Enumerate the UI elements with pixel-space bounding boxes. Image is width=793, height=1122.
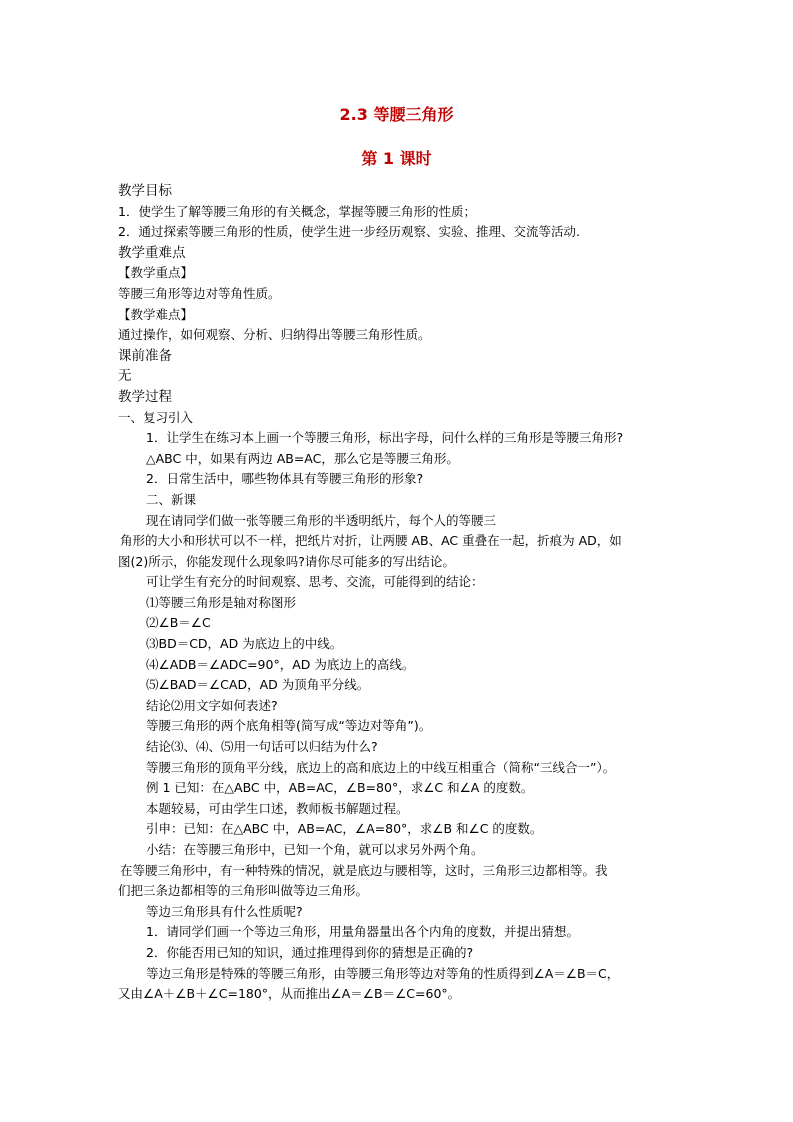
text-line: 小结：在等腰三角形中，已知一个角，就可以求另外两个角。 bbox=[146, 842, 484, 857]
text-line: 通过操作，如何观察、分析、归纳得出等腰三角形性质。 bbox=[118, 327, 431, 343]
text-line: 一、复习引入 bbox=[118, 409, 194, 425]
text-line: 在等腰三角形中，有一种特殊的情况，就是底边与腰相等，这时，三角形三边都相等。我 bbox=[120, 862, 608, 878]
text-line: 例 1 已知：在△ABC 中，AB=AC，∠B=80°，求∠C 和∠A 的度数。 bbox=[146, 780, 534, 796]
text-line: ⑸∠BAD＝∠CAD，AD 为顶角平分线。 bbox=[146, 677, 370, 693]
text-line: 教学重难点 bbox=[118, 244, 186, 261]
page-title: 2.3 等腰三角形 bbox=[339, 105, 454, 124]
text-line: 们把三条边都相等的三角形叫做等边三角形。 bbox=[118, 883, 369, 899]
text-line: △ABC 中，如果有两边 AB=AC，那么它是等腰三角形。 bbox=[146, 450, 459, 466]
text-line: ⑴等腰三角形是轴对称图形 bbox=[146, 594, 297, 610]
text-line: 1．使学生了解等腰三角形的有关概念，掌握等腰三角形的性质； bbox=[118, 203, 476, 219]
text-line: 课前准备 bbox=[118, 347, 172, 364]
document-body bbox=[118, 181, 680, 1005]
text-line: 2．日常生活中，哪些物体具有等腰三角形的形象? bbox=[146, 471, 424, 487]
text-line: 等腰三角形的两个底角相等(简写成“等边对等角”)。 bbox=[146, 718, 432, 734]
text-line: ⑵∠B＝∠C bbox=[146, 615, 211, 631]
text-line: 2．通过探索等腰三角形的性质，使学生进一步经历观察、实验、推理、交流等活动. bbox=[118, 224, 580, 240]
text-line: ⑷∠ADB＝∠ADC=90°，AD 为底边上的高线。 bbox=[146, 656, 415, 672]
text-line: 二、新课 bbox=[146, 491, 197, 507]
text-line: 1．请同学们画一个等边三角形，用量角器量出各个内角的度数，并提出猜想。 bbox=[146, 924, 579, 940]
text-line: 【教学重点】 bbox=[118, 265, 194, 281]
text-line: 又由∠A＋∠B＋∠C=180°，从而推出∠A＝∠B＝∠C=60°。 bbox=[118, 986, 461, 1002]
text-line: 结论⑵用文字如何表述? bbox=[146, 697, 278, 713]
text-line: 图(2)所示，你能发现什么现象吗?请你尽可能多的写出结论。 bbox=[118, 553, 455, 569]
text-line: 1．让学生在练习本上画一个等腰三角形，标出字母，问什么样的三角形是等腰三角形? bbox=[146, 430, 624, 446]
text-line: 等边三角形是特殊的等腰三角形，由等腰三角形等边对等角的性质得到∠A＝∠B＝C， bbox=[146, 965, 620, 981]
text-line: 教学过程 bbox=[118, 388, 172, 405]
text-line: 本题较易，可由学生口述，教师板书解题过程。 bbox=[146, 800, 409, 816]
text-line: 可让学生有充分的时间观察、思考、交流，可能得到的结论： bbox=[146, 574, 484, 590]
text-line: 2．你能否用已知的知识，通过推理得到你的猜想是正确的? bbox=[146, 944, 474, 960]
text-line: 等腰三角形等边对等角性质。 bbox=[118, 285, 281, 301]
page-subtitle: 第 1 课时 bbox=[361, 149, 432, 168]
text-line: 等边三角形具有什么性质呢? bbox=[146, 903, 303, 919]
text-line: ⑶BD＝CD，AD 为底边上的中线。 bbox=[146, 636, 343, 652]
text-line: 【教学难点】 bbox=[118, 306, 194, 322]
text-line: 无 bbox=[118, 368, 132, 385]
text-line: 角形的大小和形状可以不一样，把纸片对折，让两腰 AB、AC 重叠在一起，折痕为 AD，如 bbox=[120, 533, 622, 549]
text-line: 教学目标 bbox=[118, 183, 172, 199]
text-line: 结论⑶、⑷、⑸用一句话可以归结为什么? bbox=[146, 739, 378, 755]
text-line: 引申：已知：在△ABC 中，AB=AC，∠A=80°，求∠B 和∠C 的度数。 bbox=[146, 821, 543, 837]
text-line: 等腰三角形的顶角平分线，底边上的高和底边上的中线互相重合（简称“三线合一”）。 bbox=[146, 759, 616, 775]
text-line: 现在请同学们做一张等腰三角形的半透明纸片，每个人的等腰三 bbox=[146, 512, 497, 528]
